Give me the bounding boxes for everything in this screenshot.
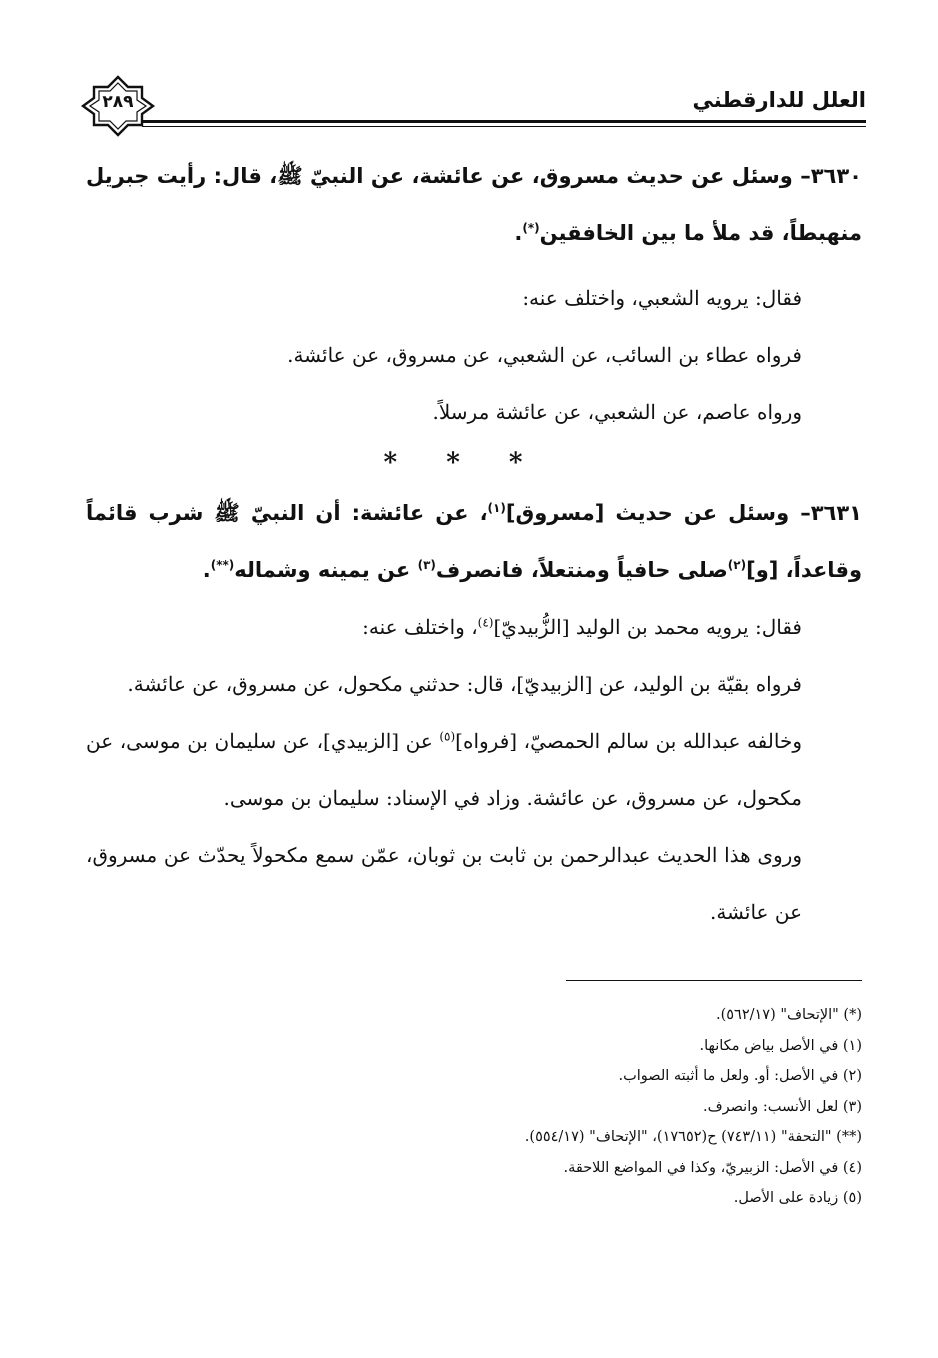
running-header: [80, 74, 866, 134]
header-rule: [142, 120, 866, 123]
paragraph-text: وخالفه عبدالله بن سالم الحمصيّ، [فرواه]: [455, 729, 802, 753]
entry-3631-paragraph: وروى هذا الحديث عبدالرحمن بن ثابت بن ثوبان، عمّن سمع مكحولاً يحدّث عن مسروق، عن عائشة.: [86, 843, 802, 924]
book-title: العلل للدارقطني: [692, 88, 866, 112]
footnote: (١) في الأصل بياض مكانها.: [699, 1037, 862, 1054]
question-text: – وسئل عن حديث مسروق، عن عائشة، عن النبيّ ﷺ، قال: رأيت جبريل منهبطاً، قد ملأ ما بين الخافقين: [86, 164, 862, 245]
footnote-marker: (٢): [727, 558, 747, 572]
paragraph-text: فقال: يرويه محمد بن الوليد [الزُّبيديّ]: [493, 615, 802, 639]
footnote-marker: (٥): [439, 729, 456, 744]
footnotes: [86, 1000, 862, 1214]
question-text: عن يمينه وشماله: [234, 558, 418, 582]
footnote-rule: [566, 980, 862, 981]
footnote-marker: (*): [522, 221, 540, 235]
footnote: (٤) في الأصل: الزبيريّ، وكذا في المواضع اللاحقة.: [563, 1159, 862, 1176]
entry-3630-question: [86, 148, 862, 262]
page-number: ٢٨٩: [102, 92, 134, 112]
entry-number: ٣٦٣٠: [810, 164, 862, 188]
footnote: (٢) في الأصل: أو. ولعل ما أثبته الصواب.: [618, 1068, 862, 1084]
footnote: (٣) لعل الأنسب: وانصرف.: [702, 1098, 862, 1115]
question-text: – وسئل عن حديث [مسروق]: [505, 501, 811, 525]
entry-3630-line: فرواه عطاء بن السائب، عن الشعبي، عن مسروق، عن عائشة.: [287, 343, 802, 367]
footnote: (*) "الإتحاف" (٥٦٢/١٧).: [715, 1007, 862, 1023]
entry-3631-question: [86, 485, 862, 599]
footnote: (**) "التحفة" (٧٤٣/١١) ح(١٧٦٥٢)، "الإتحاف" (٥٥٤/١٧).: [524, 1129, 862, 1145]
entry-3631-paragraph: [86, 713, 862, 827]
entry-3631-paragraph: فرواه بقيّة بن الوليد، عن [الزبيديّ]، قال: حدثني مكحول، عن مسروق، عن عائشة.: [127, 672, 802, 696]
footnote: (٥) زيادة على الأصل.: [733, 1190, 862, 1206]
page-number-badge: [80, 74, 156, 138]
footnote-marker: (٣): [417, 558, 436, 572]
paragraph-text: عن [الزبيدي]، عن سليمان بن موسى، عن مكحول، عن مسروق، عن عائشة. وزاد في الإسناد: سليمان بن موسى.: [86, 729, 802, 810]
footnote-marker: (**): [210, 558, 235, 572]
entry-3631-answer: [86, 599, 862, 656]
section-separator: * * *: [383, 448, 523, 478]
entry-3630-line: ورواه عاصم، عن الشعبي، عن عائشة مرسلاً.: [432, 400, 802, 424]
question-text: صلى حافياً ومنتعلاً، فانصرف: [435, 558, 728, 582]
entry-number: ٣٦٣١: [810, 501, 862, 525]
header-rule-thin: [142, 126, 866, 127]
entry-3630-answer: فقال: يرويه الشعبي، واختلف عنه:: [522, 286, 802, 310]
question-text: ، عن عائشة: أن النبيّ ﷺ شرب قائماً وقاعداً، [و]: [86, 501, 862, 582]
main-text: [86, 148, 862, 941]
punctuation: .: [202, 558, 211, 582]
footnote-marker: (٤): [477, 615, 494, 630]
footnote-marker: (١): [487, 501, 506, 515]
paragraph-text: ، واختلف عنه:: [362, 615, 478, 639]
punctuation: .: [514, 221, 523, 245]
